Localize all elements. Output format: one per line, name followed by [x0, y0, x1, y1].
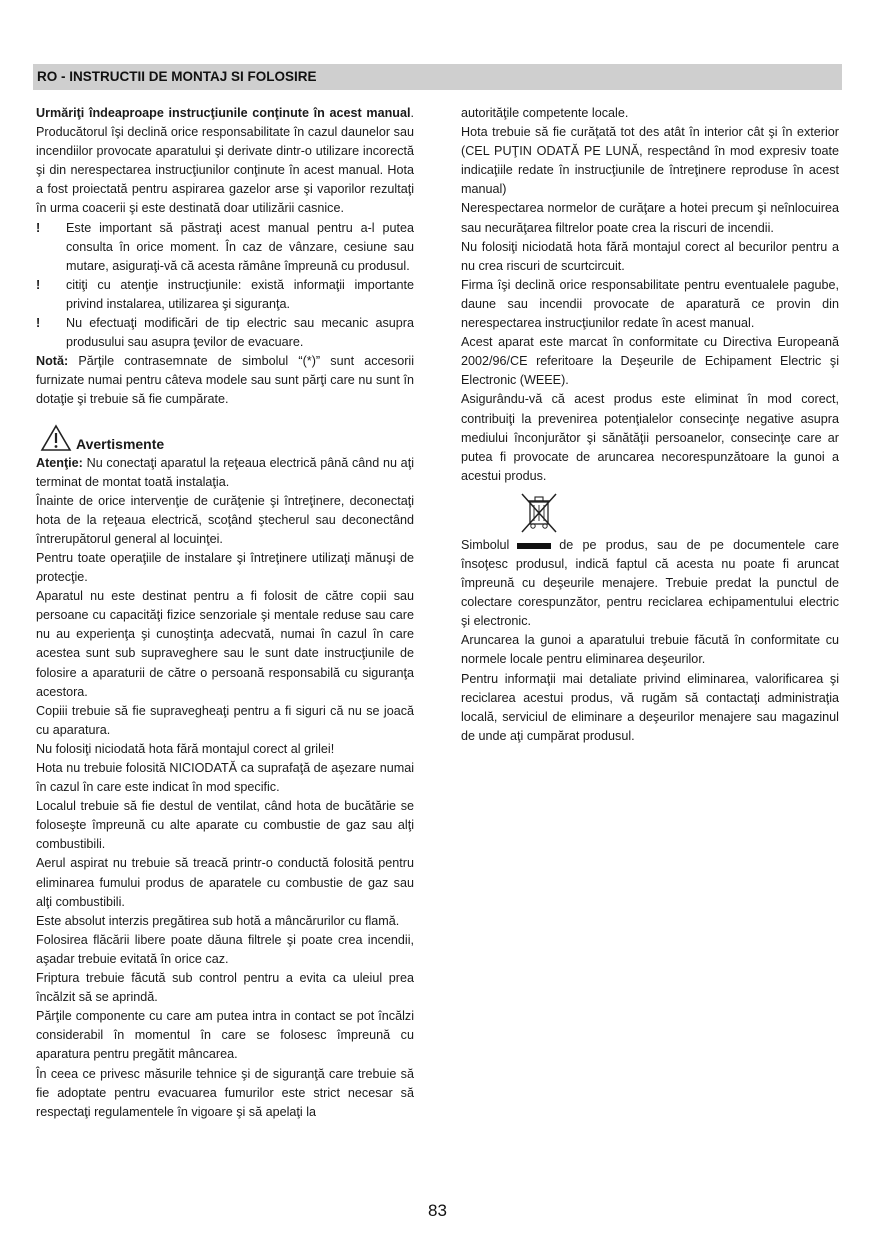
attention-text: Nu conectaţi aparatul la reţeaua electrică până când nu aţi terminat de montat toată instalaţia. — [36, 455, 414, 489]
symbol-paragraph — [461, 536, 839, 631]
note-text: Părţile contrasemnate de simbolul “(*)” sunt accesorii furnizate numai pentru câteva modele sau sunt părţi care nu sunt în dotaţie şi trebuie să fie cumpărate. — [36, 354, 414, 407]
warning-triangle-icon — [40, 424, 72, 452]
symbol-text: de pe produs, sau de pe documentele care însoţesc produsul, indică faptul că acesta nu poate fi aruncat împreună cu deşeurile menajere. Trebuie predat la punctul de colectare corespunzător, pentru reciclarea echipamentului electric şi electronic. — [461, 537, 839, 629]
bullet-item — [36, 314, 414, 352]
weee-symbol — [461, 492, 839, 536]
paragraph: Pentru toate operaţiile de instalare şi întreţinere utilizaţi mănuşi de protecţie. — [36, 550, 414, 585]
paragraph: Hota nu trebuie folosită NICIODATĂ ca suprafaţă de aşezare numai în cazul în care este indicat în mod specific. — [36, 761, 414, 795]
paragraph: Nu folosiţi niciodată hota fără montajul corect al grilei! — [36, 741, 335, 756]
note-label: Notă: — [36, 354, 69, 369]
exclamation-icon: ! — [36, 316, 41, 331]
paragraph: Copiii trebuie să fie supravegheaţi pentru a fi siguri că nu se joacă cu aparatura. — [36, 703, 414, 737]
right-column — [461, 104, 839, 746]
attention-label: Atenţie: — [36, 455, 83, 470]
section-header-bar — [33, 64, 842, 90]
left-column — [36, 104, 414, 1122]
paragraph: În ceea ce privesc măsurile tehnice şi de siguranţă care trebuie să fie adoptate pentru evacuarea fumurilor este strict necesar să respectaţi regulamentele în vigoare şi să apelaţi la — [36, 1066, 414, 1119]
note-paragraph — [36, 352, 414, 409]
paragraph: Localul trebuie să fie destul de ventilat, când hota de bucătărie se foloseşte împreună cu alte aparate cu combustie de gaz sau alţi combustibili. — [36, 799, 414, 852]
paragraph: Firma îşi declină orice responsabilitate pentru eventualele pagube, daune sau incendii provocate de aparatură ce provin din nerespectarea instrucţiunilor redate în acest manual. — [461, 277, 839, 331]
paragraph: Aparatul nu este destinat pentru a fi folosit de către copii sau persoane cu capacităţi fizice senzoriale şi mentale reduse sau care nu au experienţa şi cunoştinţa adecvată, numai în cazul în care acestea sunt sub supraveghere sau le sunt date instrucţiunile de folosire a aparaturii de către o persoană responsabilă cu siguranţa acestora. — [36, 589, 414, 699]
paragraph: Asigurându-vă că acest produs este eliminat în mod corect, contribuiţi la prevenirea potenţialelor consecinţe negative asupra mediului înconjurător şi sănătăţii persoanelor, consecinţe care ar putea fi provocate de aruncarea necorespunzătoare la gunoi a acestui produs. — [461, 392, 839, 483]
section-title: RO - INSTRUCTII DE MONTAJ SI FOLOSIRE — [37, 69, 317, 84]
bullet-text: citiţi cu atenţie instrucţiunile: există informaţii importante privind instalarea, utilizarea şi siguranţa. — [66, 277, 414, 311]
intro-bold: Urmăriţi îndeaproape instrucţiunile conţinute în acest manual — [36, 106, 411, 120]
paragraph: Aruncarea la gunoi a aparatului trebuie făcută în conformitate cu normele locale pentru eliminarea deşeurilor. — [461, 633, 839, 667]
warnings-title: Avertismente — [76, 435, 165, 452]
symbol-word: Simbolul — [461, 537, 510, 552]
bullet-text: Este important să păstraţi acest manual pentru a-l putea consulta în orice moment. În caz de vânzare, cesiune sau mutare, asiguraţi-vă că acesta rămâne împreună cu produsul. — [66, 220, 414, 273]
paragraph: Aerul aspirat nu trebuie să treacă printr-o conductă folosită pentru eliminarea fumului produs de aparatele cu combustie de gaz sau alţi combustibili. — [36, 856, 414, 909]
intro-rest: . Producătorul îşi declină orice responsabilitate în cazul daunelor sau incendiilor provocate aparatului şi derivate dintr-o utilizare incorectă şi din nerespectarea instrucţiunilor conţinute în acest manual. Hota a fost proiectată pentru aspirarea gazelor arse şi vaporilor rezultaţi în urma coacerii şi este destinată doar utilizării casnice. — [36, 106, 414, 216]
bullet-text: Nu efectuaţi modificări de tip electric sau mecanic asupra produsului sau asupra ţevilor de evacuare. — [66, 316, 414, 350]
bullet-item — [36, 276, 414, 314]
paragraph: Nerespectarea normelor de curăţare a hotei precum şi neînlocuirea sau necurăţarea filtrelor poate crea la riscuri de incendii. — [461, 201, 839, 235]
crossed-bin-icon — [519, 492, 559, 534]
paragraph: Nu folosiţi niciodată hota fără montajul corect al becurilor pentru a nu crea riscuri de scurtcircuit. — [461, 239, 839, 273]
paragraph: Înainte de orice intervenţie de curăţenie şi întreţinere, deconectaţi hota de la reţeaua electrică, scoţând ştecherul sau deconectând întrerupătorul general al locuinţei. — [36, 493, 414, 546]
attention-paragraph — [36, 454, 414, 492]
paragraph: Pentru informaţii mai detaliate privind eliminarea, valorificarea şi reciclarea acestui produs, vă rugăm să contactaţi administraţia locală, serviciul de eliminare a deşeurilor menajere sau magazinul de unde aţi cumpărat produsul. — [461, 671, 839, 743]
paragraph: Folosirea flăcării libere poate dăuna filtrele şi poate crea incendii, aşadar trebuie evitată în orice caz. — [36, 932, 414, 966]
paragraph: Acest aparat este marcat în conformitate cu Directiva Europeană 2002/96/CE referitoare la Deşeurile de Echipament Electric şi Electronic (WEEE). — [461, 335, 839, 388]
page-number: 83 — [428, 1201, 447, 1220]
paragraph: Este absolut interzis pregătirea sub hotă a mâncărurilor cu flamă. — [36, 913, 400, 928]
weee-bar-icon — [517, 543, 551, 549]
paragraph: Părţile componente cu care am putea intra in contact se pot încălzi considerabil în momentul în care se folosesc împreună cu aparatura pentru pregătit mâncarea. — [36, 1009, 414, 1062]
warnings-heading — [36, 424, 414, 454]
exclamation-icon: ! — [36, 277, 41, 292]
intro-paragraph — [36, 104, 414, 219]
paragraph: Friptura trebuie făcută sub control pentru a evita ca uleiul prea încălzit să se aprindă. — [36, 971, 414, 1005]
paragraph: autorităţile competente locale. — [461, 106, 629, 120]
bullet-item — [36, 219, 414, 276]
paragraph: Hota trebuie să fie curăţată tot des atât în interior cât şi în exterior (CEL PUŢIN ODATĂ PE LUNĂ, respectând în mod expresiv toate indicaţiile redate în instrucţiunile de întreţinere reproduse în acest manual) — [461, 125, 839, 197]
exclamation-icon: ! — [36, 220, 41, 235]
